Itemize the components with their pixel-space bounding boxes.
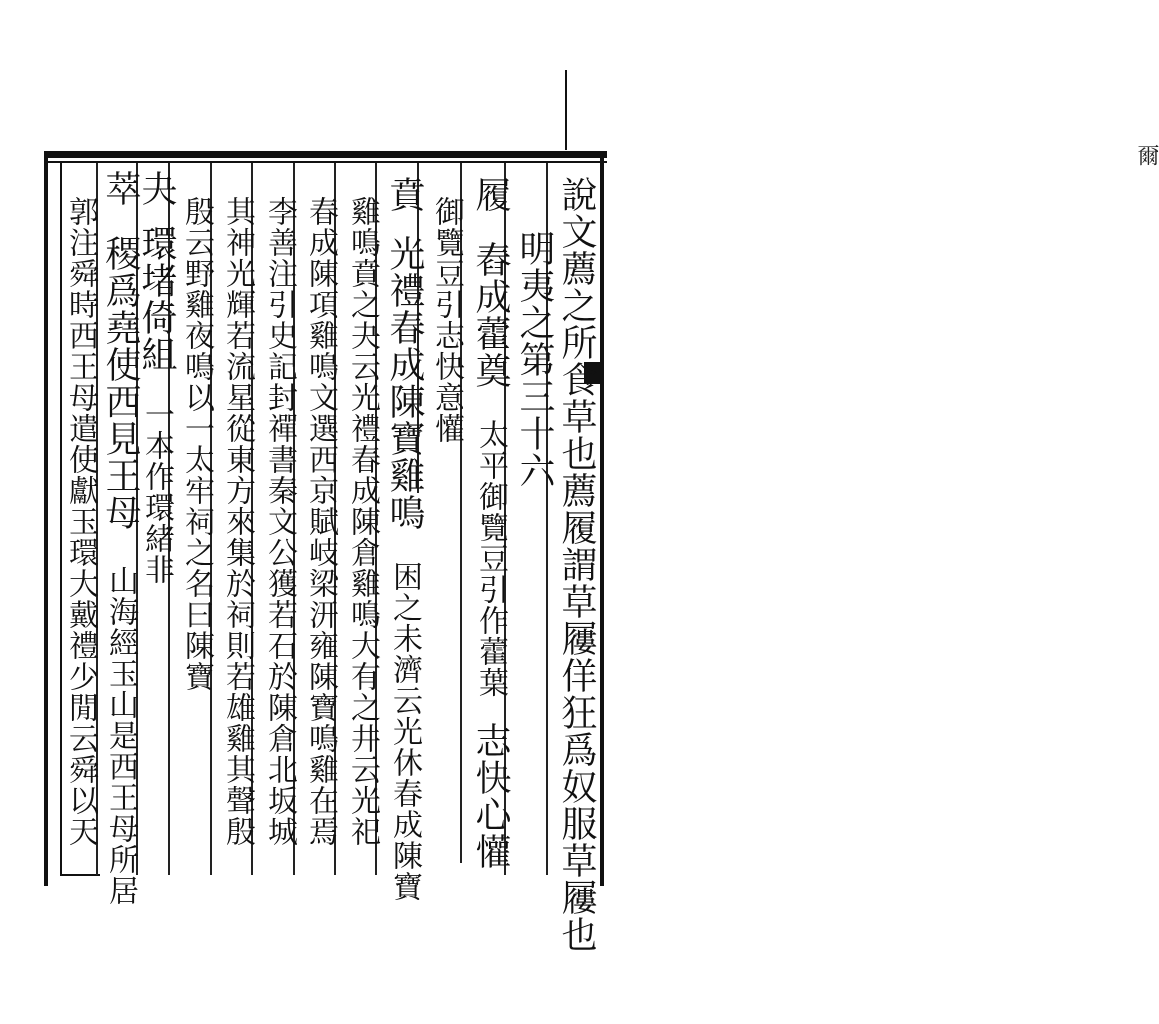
verse-text: 稷爲堯使西見王母 bbox=[100, 235, 141, 531]
running-header bbox=[565, 70, 1159, 166]
verse-text: 舂成藿奠 bbox=[470, 241, 511, 389]
text-column-5 bbox=[384, 176, 424, 902]
verse-text: 光禮春成陳寶雞鳴 bbox=[384, 235, 425, 531]
commentary-text: 殷云野雞夜鳴以一太牢祠之名曰陳寶 bbox=[179, 196, 214, 692]
commentary-text: 山海經玉山是西王母所居 bbox=[103, 565, 138, 906]
bottom-border-fragment bbox=[60, 874, 100, 876]
text-column-11 bbox=[136, 170, 176, 585]
verse-text: 志快心懽 bbox=[470, 722, 511, 870]
commentary-text: 雞鳴賁之夬云光禮春成陳倉雞鳴大有之井云光祀 bbox=[345, 196, 380, 847]
commentary-text: 太平御覽豆引作藿葉 bbox=[473, 419, 508, 698]
text-column-9 bbox=[217, 196, 257, 847]
commentary-text: 御覽豆引志快意懽 bbox=[429, 196, 464, 444]
hexagram-name: 賁 bbox=[384, 176, 425, 213]
top-border-rule bbox=[44, 151, 607, 158]
text-column-7 bbox=[300, 196, 340, 847]
text-column-6 bbox=[342, 196, 382, 847]
text-column-8 bbox=[259, 196, 299, 847]
text-column-4 bbox=[426, 196, 466, 444]
text-column-1 bbox=[556, 176, 596, 953]
commentary-text: 春成陳項雞鳴文選西京賦岐梁汧雍陳寶鳴雞在焉 bbox=[303, 196, 338, 847]
left-border bbox=[44, 151, 48, 886]
hexagram-name: 夬 bbox=[136, 170, 177, 207]
top-inner-rule bbox=[44, 161, 607, 163]
verse-text: 環堵倚組 bbox=[136, 225, 177, 373]
hexagram-name: 履 bbox=[470, 176, 511, 213]
commentary-text: 困之未濟云光休春成陳寶 bbox=[387, 561, 422, 902]
text-column-12 bbox=[100, 170, 140, 906]
section-heading: 明夷之第三十六 bbox=[514, 230, 555, 489]
right-border bbox=[600, 151, 604, 886]
text-column-3 bbox=[470, 176, 510, 870]
text-column-2 bbox=[514, 230, 554, 489]
text-column-10 bbox=[176, 196, 216, 692]
column-text: 說文薦之所食草也薦履謂草屨佯狂爲奴服草屨也 bbox=[556, 176, 597, 953]
hexagram-name: 萃 bbox=[100, 170, 141, 207]
commentary-text: 郭注舜時西王母遣使獻玉環大戴禮少閒云舜以天 bbox=[63, 196, 98, 847]
commentary-text: 其神光輝若流星從東方來集於祠則若雄雞其聲殷 bbox=[220, 196, 255, 847]
text-column-13 bbox=[60, 196, 100, 847]
commentary-text: 一本作環緒非 bbox=[139, 399, 174, 585]
header-fragment-text: 爾 bbox=[1134, 144, 1159, 166]
commentary-text: 李善注引史記封禪書秦文公獲若石於陳倉北坂城 bbox=[262, 196, 297, 847]
